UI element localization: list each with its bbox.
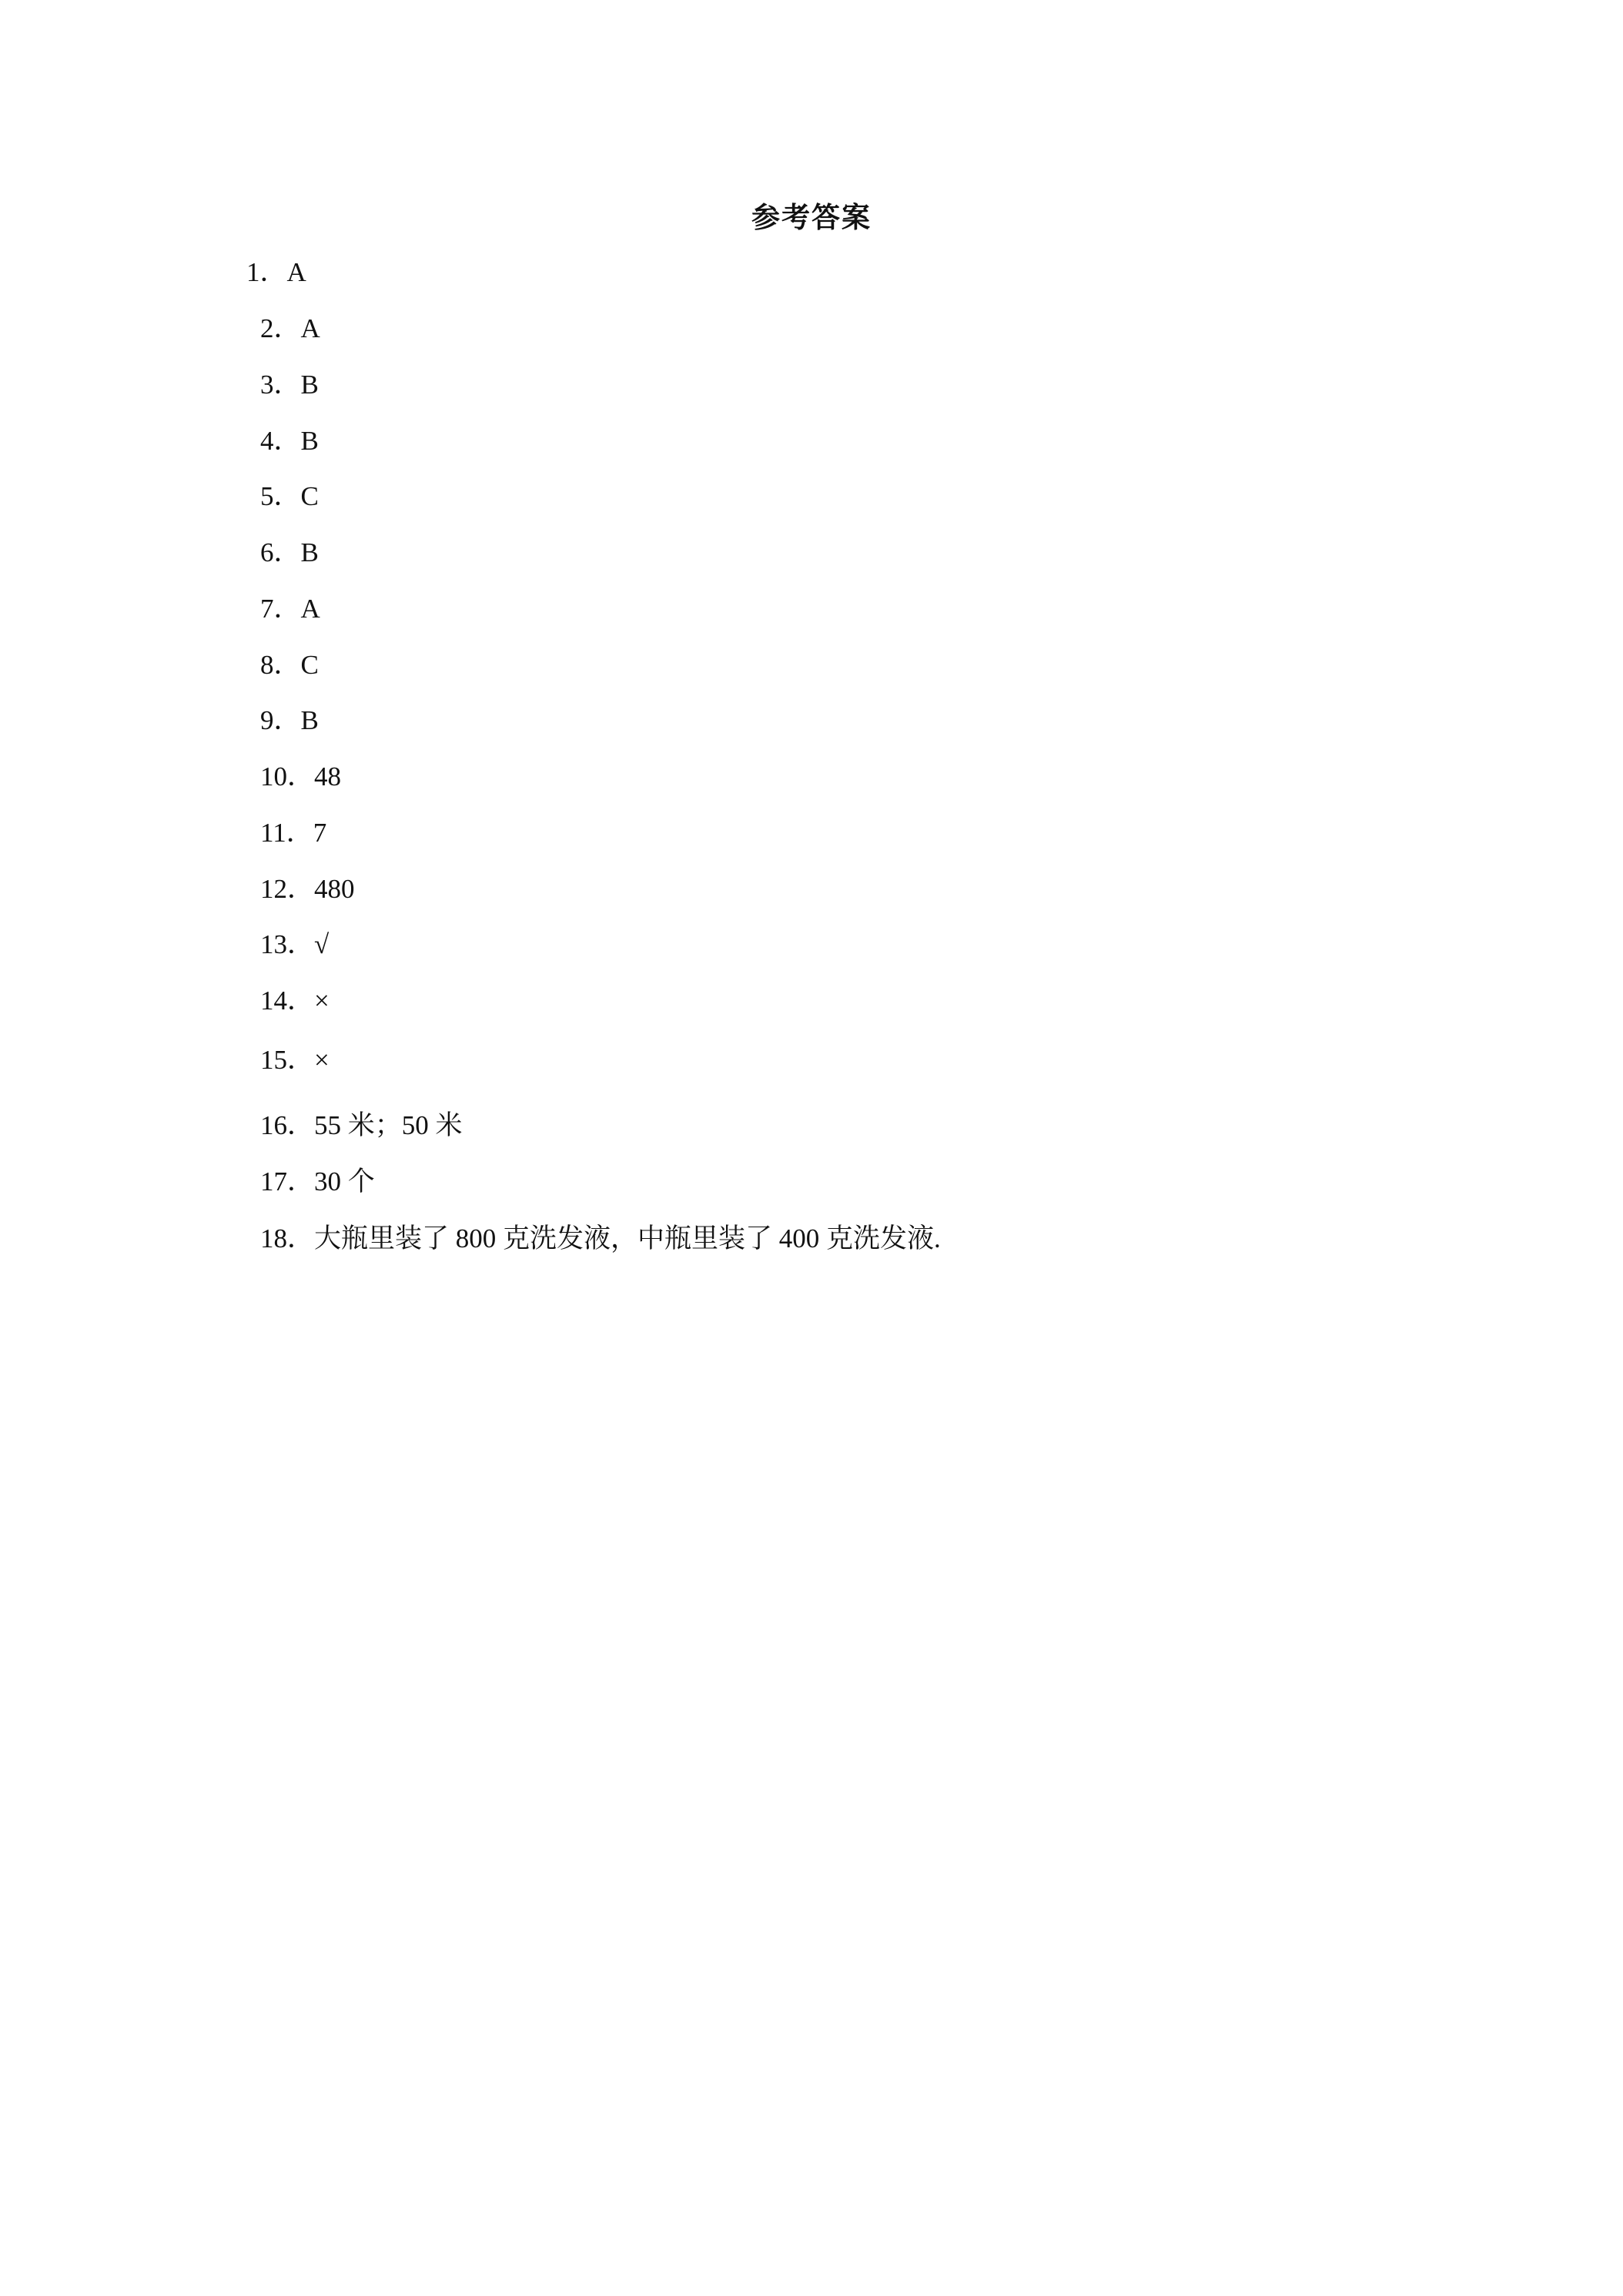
- answer-number: 15．: [260, 1045, 315, 1075]
- answer-number: 13．: [260, 929, 315, 959]
- answer-value: B: [300, 705, 319, 735]
- answer-value: B: [300, 370, 319, 400]
- answer-number: 8．: [260, 650, 301, 680]
- answer-value: C: [300, 650, 319, 680]
- answer-number: 6．: [260, 537, 301, 567]
- answer-number: 17．: [260, 1166, 315, 1197]
- answer-item-3: [260, 368, 319, 402]
- answer-value: A: [300, 594, 320, 624]
- answer-value: B: [300, 426, 319, 456]
- answer-value: ×: [314, 1045, 330, 1075]
- answer-value: C: [300, 481, 319, 511]
- answer-item-9: [260, 704, 319, 738]
- answer-item-11: [260, 816, 326, 850]
- answer-item-10: [260, 760, 341, 794]
- answer-value: 48: [314, 761, 342, 792]
- answer-number: 1．: [246, 257, 287, 287]
- answer-item-5: [260, 480, 319, 514]
- answer-item-1: [246, 256, 306, 290]
- answer-item-7: [260, 592, 320, 626]
- answer-value: 7: [313, 818, 327, 848]
- answer-number: 7．: [260, 594, 301, 624]
- answer-item-6: [260, 536, 319, 570]
- answer-number: 3．: [260, 370, 301, 400]
- answer-item-15: [260, 1043, 330, 1077]
- answer-number: 14．: [260, 986, 315, 1016]
- answer-value: 55 米；50 米: [314, 1110, 463, 1140]
- answer-value: A: [286, 257, 306, 287]
- answer-number: 4．: [260, 426, 301, 456]
- page-title: 参考答案: [751, 201, 872, 234]
- answer-number: 2．: [260, 313, 301, 343]
- answer-number: 16．: [260, 1110, 315, 1140]
- answer-item-16: [260, 1109, 463, 1143]
- answer-value: √: [314, 929, 330, 959]
- answer-item-2: [260, 312, 320, 346]
- answer-value: B: [300, 537, 319, 567]
- answer-number: 9．: [260, 705, 301, 735]
- answer-value: 大瓶里装了 800 克洗发液，中瓶里装了 400 克洗发液.: [314, 1223, 941, 1253]
- answer-item-18: [260, 1222, 941, 1256]
- answer-value: ×: [314, 986, 330, 1016]
- answer-value: 30 个: [314, 1166, 375, 1197]
- answer-number: 5．: [260, 481, 301, 511]
- answer-number: 11．: [260, 818, 313, 848]
- answer-value: A: [300, 313, 320, 343]
- answer-item-12: [260, 872, 355, 906]
- answer-item-13: [260, 928, 329, 962]
- answer-item-8: [260, 648, 319, 682]
- answer-item-4: [260, 424, 319, 458]
- answer-item-14: [260, 984, 330, 1018]
- answer-number: 18．: [260, 1223, 315, 1253]
- answer-value: 480: [314, 874, 355, 904]
- answer-item-17: [260, 1165, 375, 1199]
- answer-number: 10．: [260, 761, 315, 792]
- answer-number: 12．: [260, 874, 315, 904]
